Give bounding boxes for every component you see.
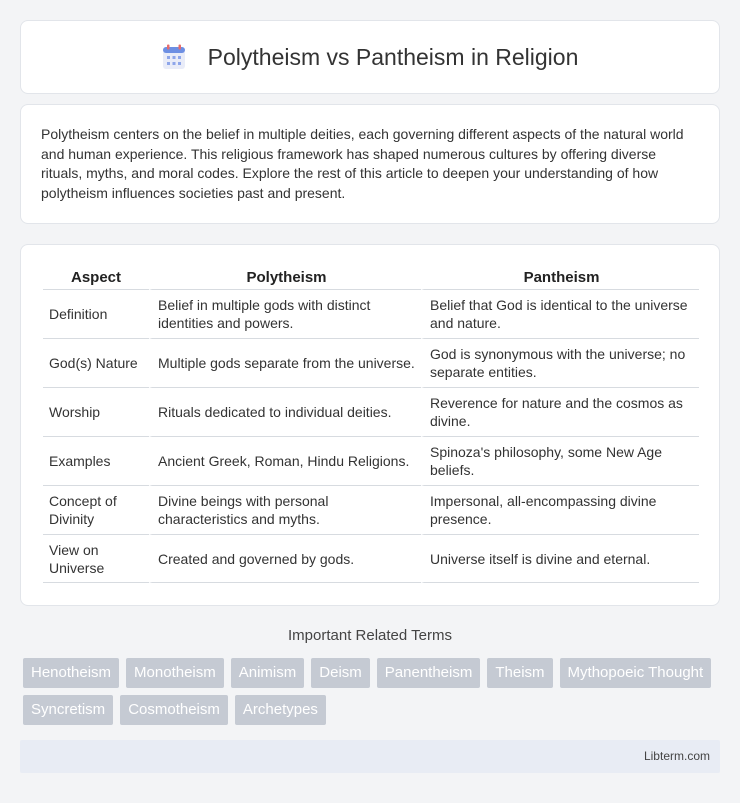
row-polytheism: Multiple gods separate from the universe. bbox=[149, 338, 421, 387]
term-tag-deism[interactable]: Deism bbox=[311, 658, 370, 688]
related-terms-list bbox=[23, 658, 723, 725]
page-title: Polytheism vs Pantheism in Religion bbox=[207, 43, 579, 70]
table-row bbox=[43, 534, 699, 583]
term-tag-animism[interactable]: Animism bbox=[231, 658, 305, 688]
row-polytheism: Divine beings with personal characteristics and myths. bbox=[149, 485, 421, 534]
term-tag-mythopoeic-thought[interactable]: Mythopoeic Thought bbox=[560, 658, 712, 688]
table-row bbox=[43, 485, 699, 534]
row-polytheism: Belief in multiple gods with distinct identities and powers. bbox=[149, 289, 421, 338]
header-polytheism: Polytheism bbox=[149, 265, 421, 289]
row-aspect: Concept of Divinity bbox=[43, 485, 149, 534]
header-aspect: Aspect bbox=[70, 269, 122, 286]
table-row bbox=[43, 387, 699, 436]
related-terms-title: Important Related Terms bbox=[288, 627, 452, 644]
row-aspect: Definition bbox=[43, 289, 149, 338]
comparison-table bbox=[43, 265, 699, 583]
header-pantheism: Pantheism bbox=[421, 265, 699, 289]
term-tag-syncretism[interactable]: Syncretism bbox=[23, 695, 113, 725]
row-pantheism: God is synonymous with the universe; no separate entities. bbox=[421, 338, 699, 387]
term-tag-cosmotheism[interactable]: Cosmotheism bbox=[120, 695, 228, 725]
row-pantheism: Reverence for nature and the cosmos as divine. bbox=[421, 387, 699, 436]
table-row bbox=[43, 436, 699, 485]
row-polytheism: Created and governed by gods. bbox=[149, 534, 421, 583]
footer-brand-link[interactable]: Libterm.com bbox=[643, 749, 710, 763]
header-card bbox=[20, 20, 720, 94]
row-aspect: God(s) Nature bbox=[43, 338, 149, 387]
row-aspect: Worship bbox=[43, 387, 149, 436]
table-row bbox=[43, 289, 699, 338]
term-tag-theism[interactable]: Theism bbox=[487, 658, 552, 688]
intro-card bbox=[20, 104, 720, 224]
row-pantheism: Belief that God is identical to the universe and nature. bbox=[421, 289, 699, 338]
term-tag-monotheism[interactable]: Monotheism bbox=[126, 658, 224, 688]
row-polytheism: Rituals dedicated to individual deities. bbox=[149, 387, 421, 436]
row-polytheism: Ancient Greek, Roman, Hindu Religions. bbox=[149, 436, 421, 485]
row-pantheism: Universe itself is divine and eternal. bbox=[421, 534, 699, 583]
row-aspect: Examples bbox=[43, 436, 149, 485]
comparison-card bbox=[20, 244, 720, 606]
row-pantheism: Impersonal, all-encompassing divine presence. bbox=[421, 485, 699, 534]
calendar-grid-icon bbox=[162, 44, 186, 70]
term-tag-archetypes[interactable]: Archetypes bbox=[235, 695, 326, 725]
row-aspect: View on Universe bbox=[43, 534, 149, 583]
footer bbox=[20, 740, 720, 773]
table-header-row bbox=[43, 265, 699, 289]
row-pantheism: Spinoza's philosophy, some New Age beliefs. bbox=[421, 436, 699, 485]
intro-text: Polytheism centers on the belief in multiple deities, each governing different aspects of the natural world and human experience. This religious framework has shaped numerous cultures by offering diverse rituals, myths, and moral codes. Explore the rest of this article to deepen your understanding of how polytheism influences societies past and present. bbox=[41, 126, 684, 201]
term-tag-panentheism[interactable]: Panentheism bbox=[377, 658, 481, 688]
table-row bbox=[43, 338, 699, 387]
term-tag-henotheism[interactable]: Henotheism bbox=[23, 658, 119, 688]
